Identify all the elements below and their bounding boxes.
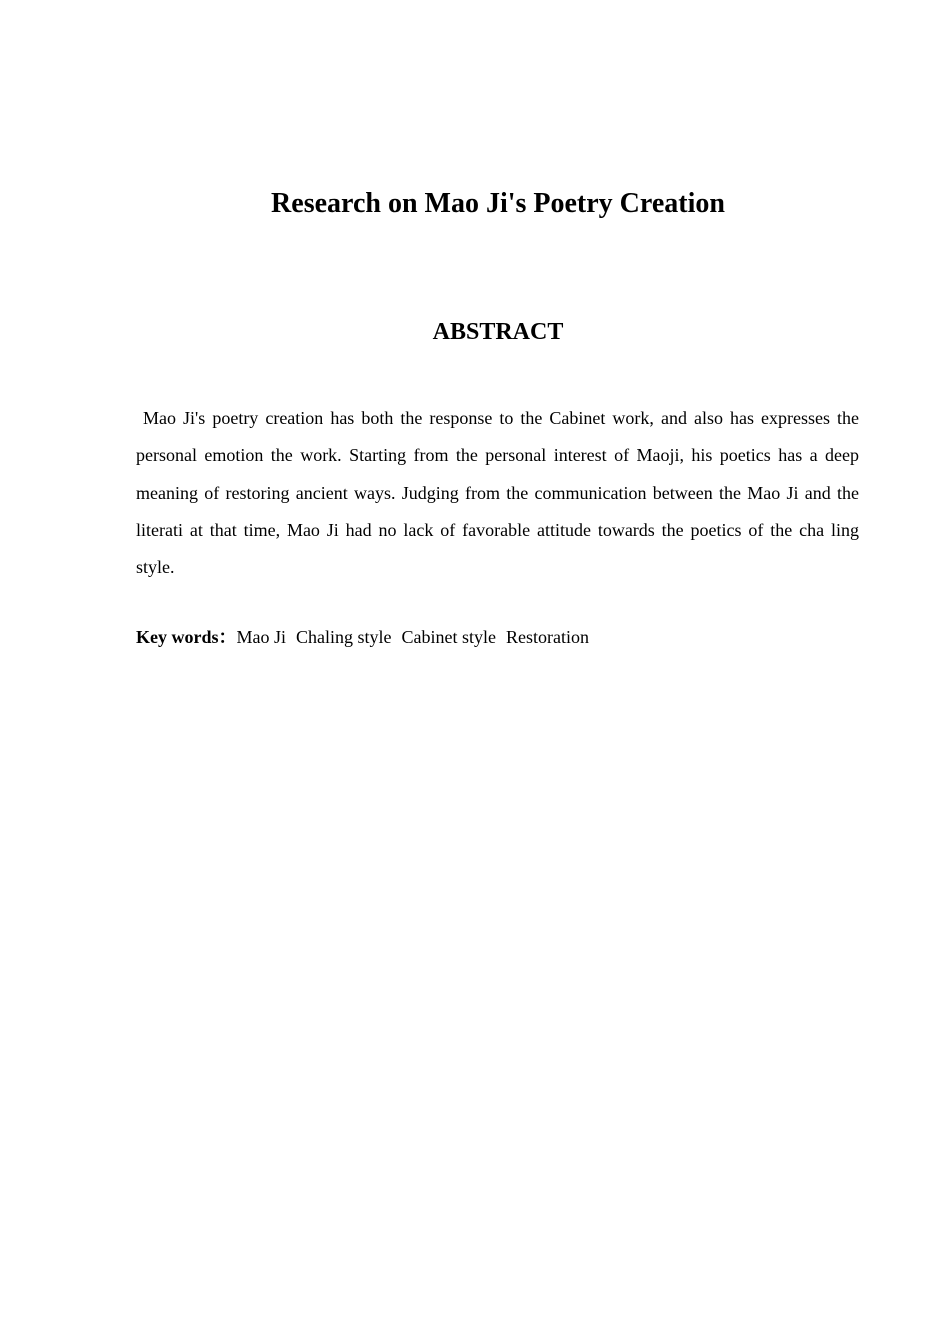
abstract-body: Mao Ji's poetry creation has both the response to the Cabinet work, and also has expresses the personal emotion the work. Starting from the personal interest of Maoji, his poetics has a deep meaning of restoring ancient ways. Judging from the communication between the Mao Ji and the literati at that time, Mao Ji had no lack of favorable attitude towards the poetics of the cha ling style. bbox=[136, 408, 864, 578]
paper-title: Research on Mao Ji's Poetry Creation bbox=[271, 188, 725, 219]
abstract-heading: ABSTRACT bbox=[432, 319, 564, 345]
keywords-line bbox=[136, 623, 859, 651]
keyword-item: Chaling style bbox=[296, 627, 392, 647]
keywords-label: Key words： bbox=[136, 627, 237, 647]
keyword-item: Restoration bbox=[505, 627, 589, 647]
keyword-item: Cabinet style bbox=[401, 627, 496, 647]
keyword-item: Mao Ji bbox=[236, 627, 286, 647]
